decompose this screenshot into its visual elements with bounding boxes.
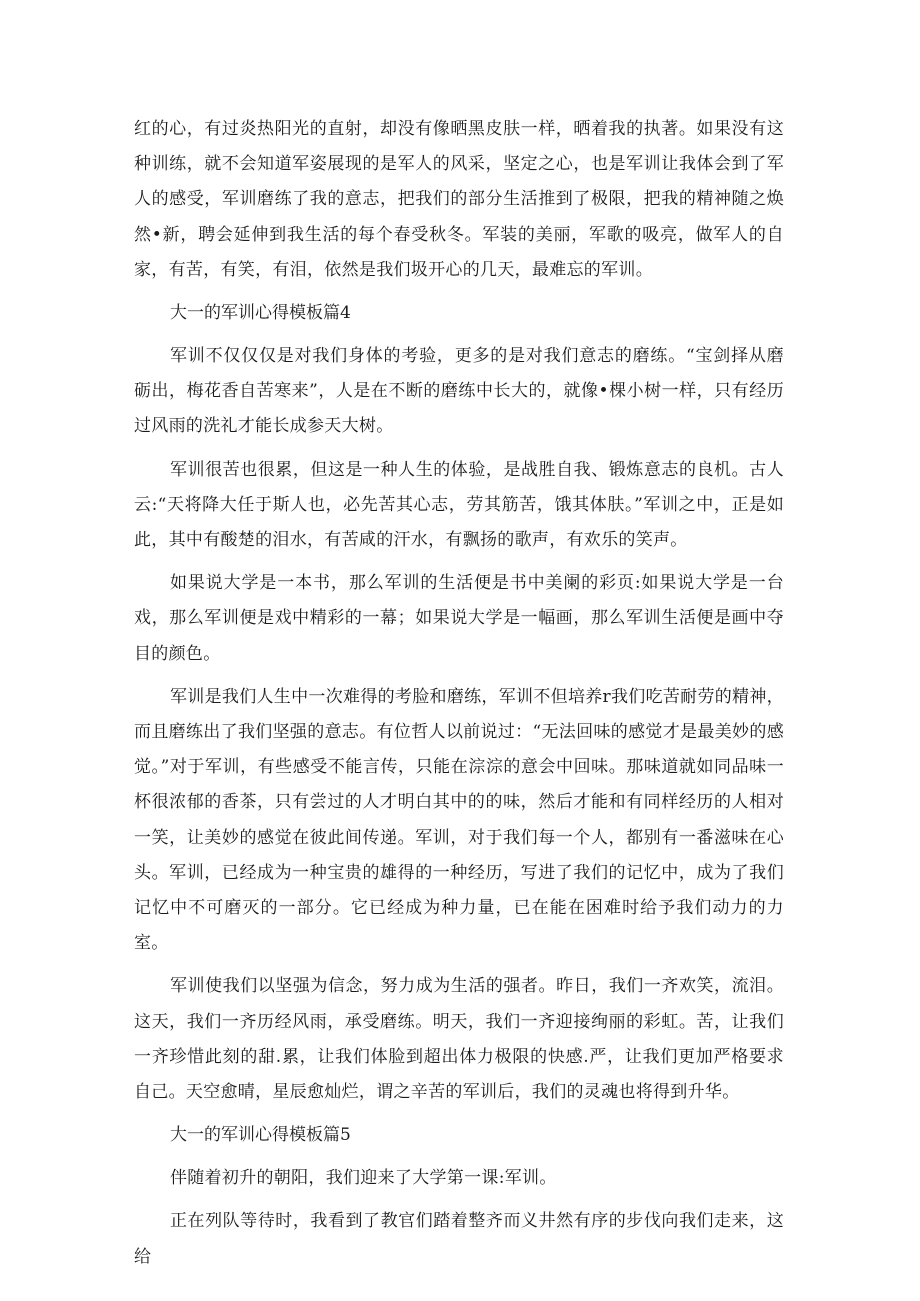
paragraph-4: 如果说大学是一本书，那么军训的生活便是书中美阑的彩页:如果说大学是一台戏，那么军训便是戏中精彩的一幕；如果说大学是一幅画，那么军训生活便是画中夺目的颜色。 (134, 573, 784, 664)
paragraph-8: 正在列队等待时，我看到了教官们踏着整齐而义井然有序的步伐向我们走来，这给 (134, 1211, 784, 1267)
paragraph-3: 军训很苦也很累，但这是一种人生的体验，是战胜自我、锻炼意志的良机。古人云:“天将降大任于斯人也，必先苦其心志，劳其筋苦，饿其体肤。”军训之中，正是如此，其中有酸楚的泪水，有苦咸的汗水，有飘扬的歌声，有欢乐的笑声。 (134, 459, 784, 551)
paragraph-1: 红的心，有过炎热阳光的直射，却没有像晒黑皮肤一样，晒着我的执著。如果没有这种训练，就不会知道军姿展现的是军人的风采，坚定之心，也是军训让我体会到了军人的感受，军训磨练了我的意志，把我们的部分生活推到了极限，把我的精神随之焕然•新，聘会延伸到我生活的每个春受秋冬。军装的美丽，军歌的吸亮，做军人的自家，有苦，有笑，有泪，依然是我们圾开心的几天，最难忘的军训。 (134, 119, 784, 280)
section-heading-4: 大一的军训心得模板篇4 (170, 303, 351, 324)
section-heading-5: 大一的军训心得模板篇5 (170, 1125, 351, 1146)
paragraph-2: 军训不仅仅仅是对我们身体的考验，更多的是对我们意志的磨练。“宝剑择从磨砺出，梅花香自苦寒来”，人是在不断的磨练中长大的，就像•棵小树一样，只有经历过风雨的洗礼才能长成参天大树。 (134, 346, 784, 437)
paragraph-7: 伴随着初升的朝阳，我们迎来了大学第一课:军训。 (170, 1168, 557, 1189)
paragraph-5: 军训是我们人生中一次难得的考脸和磨练，军训不但培养r我们吃苦耐劳的精神，而且磨练出了我们坚强的意志。有位哲人以前说过：“无法回味的感觉才是最美妙的感觉。”对于军训，有些感受不能言传，只能在淙淙的意会中回味。那味道就如同品味一杯很浓郁的香茶，只有尝过的人才明白其中的的味，然后才能和有同样经历的人相对一笑，让美妙的感觉在彼此间传递。军训，对于我们每一个人，都别有一番滋味在心头。军训，已经成为一种宝贵的雄得的一种经历，写进了我们的记忆中，成为了我们记忆中不可磨灭的一部分。它已经成为种力量，已在能在困难时给予我们动力的力室。 (134, 686, 784, 954)
paragraph-6: 军训使我们以坚强为信念，努力成为生活的强者。昨日，我们一齐欢笑，流泪。这天，我们一齐历经风雨，承受磨练。明天，我们一齐迎接绚丽的彩虹。苦，让我们一齐珍惜此刻的甜.累，让我们体脸到超出体力极限的快感.严，让我们更加严格要求自己。天空愈晴，星辰愈灿烂，谓之辛苦的军训后，我们的灵魂也将得到升华。 (134, 976, 784, 1103)
document-page (134, 112, 784, 1283)
